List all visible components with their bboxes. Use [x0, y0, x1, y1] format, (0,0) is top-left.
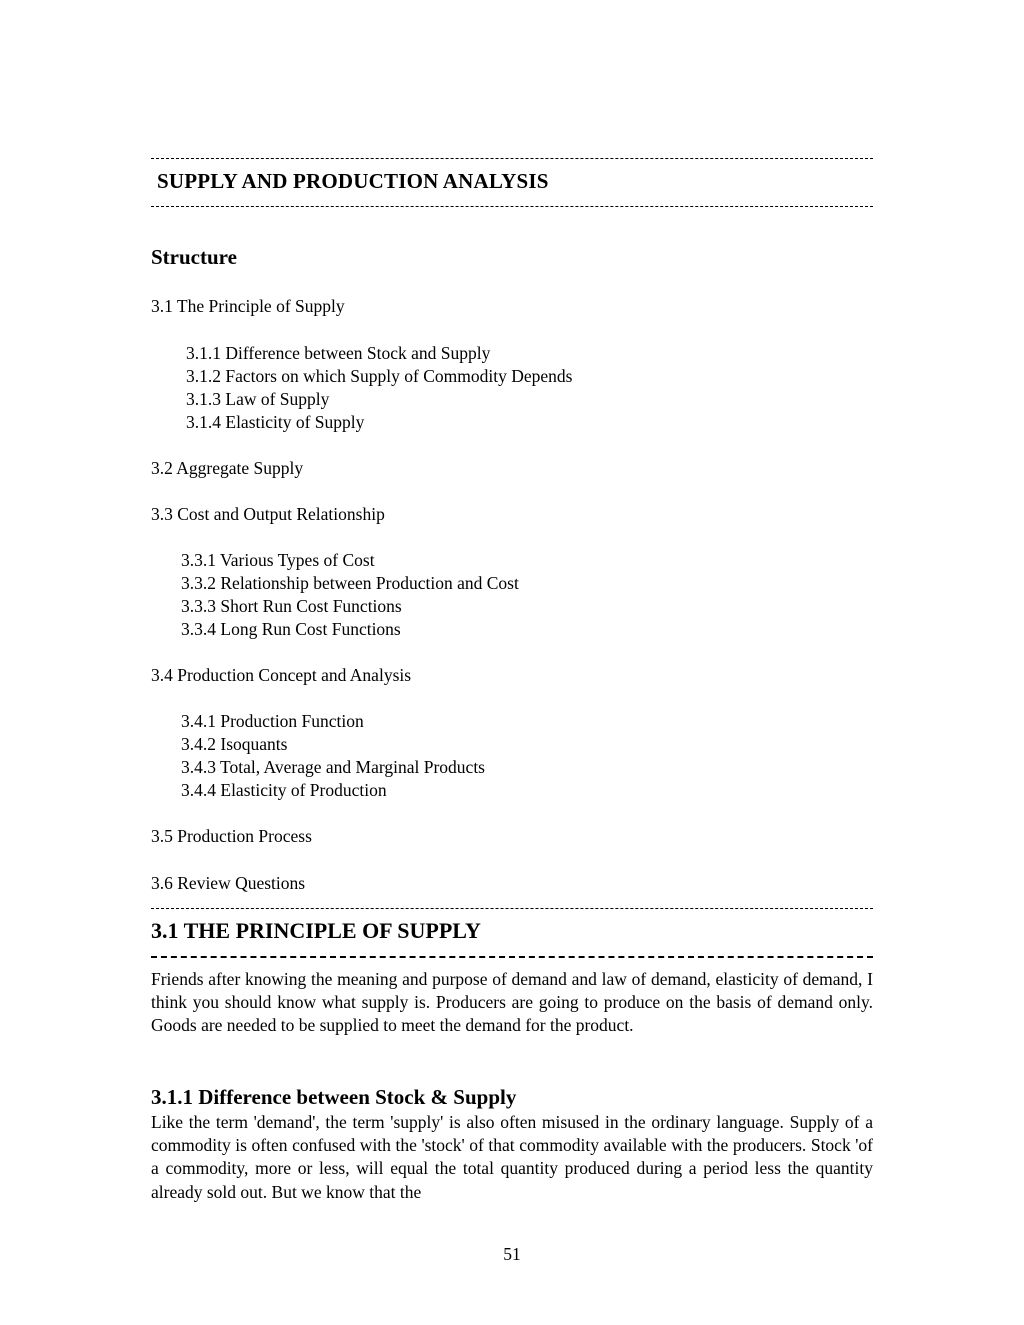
structure-heading: Structure	[151, 245, 237, 269]
toc-item-3-4-1: 3.4.1 Production Function	[181, 711, 364, 731]
subsection-heading: 3.1.1 Difference between Stock & Supply	[151, 1085, 517, 1109]
page-number: 51	[503, 1244, 521, 1264]
toc-item-3-3-4: 3.3.4 Long Run Cost Functions	[181, 619, 401, 639]
toc-item-3-3: 3.3 Cost and Output Relationship	[151, 504, 385, 524]
toc-item-3-3-1: 3.3.1 Various Types of Cost	[181, 550, 375, 570]
toc-item-3-4-4: 3.4.4 Elasticity of Production	[181, 780, 387, 800]
toc-item-3-1-3: 3.1.3 Law of Supply	[186, 389, 330, 409]
chapter-title: SUPPLY AND PRODUCTION ANALYSIS	[157, 169, 549, 193]
toc-item-3-6: 3.6 Review Questions	[151, 873, 306, 893]
dashed-rule-top	[151, 158, 873, 159]
toc-item-3-2: 3.2 Aggregate Supply	[151, 458, 304, 478]
toc-item-3-4-2: 3.4.2 Isoquants	[181, 734, 288, 754]
toc-item-3-4-3: 3.4.3 Total, Average and Marginal Products	[181, 757, 485, 777]
toc-item-3-4: 3.4 Production Concept and Analysis	[151, 665, 412, 685]
toc-item-3-1-4: 3.1.4 Elasticity of Supply	[186, 412, 365, 432]
toc-item-3-1-2: 3.1.2 Factors on which Supply of Commodity Depends	[186, 366, 573, 386]
toc-item-3-3-2: 3.3.2 Relationship between Production and Cost	[181, 573, 519, 593]
dashed-rule-under-title	[151, 206, 873, 207]
section-intro-paragraph: Friends after knowing the meaning and purpose of demand and law of demand, elasticity of demand, I think you should know what supply is. Producers are going to produce on the basis of demand only. Goods are needed to be supplied to meet the demand for the product.	[151, 969, 873, 1036]
toc-item-3-1: 3.1 The Principle of Supply	[151, 296, 345, 316]
dashed-rule-above-section	[151, 908, 873, 909]
toc-item-3-1-1: 3.1.1 Difference between Stock and Supply	[186, 343, 491, 363]
section-heading: 3.1 THE PRINCIPLE OF SUPPLY	[151, 918, 481, 943]
subsection-body-paragraph: Like the term 'demand', the term 'supply' is also often misused in the ordinary language. Supply of a commodity is often confused with the 'stock' of that commodity available with the producers. Stock 'of a commodity, more or less, will equal the total quantity produced during a period less the quantity already sold out. But we know that the	[151, 1112, 873, 1202]
dashed-rule-under-section	[151, 956, 873, 958]
toc-item-3-5: 3.5 Production Process	[151, 826, 312, 846]
toc-item-3-3-3: 3.3.3 Short Run Cost Functions	[181, 596, 402, 616]
